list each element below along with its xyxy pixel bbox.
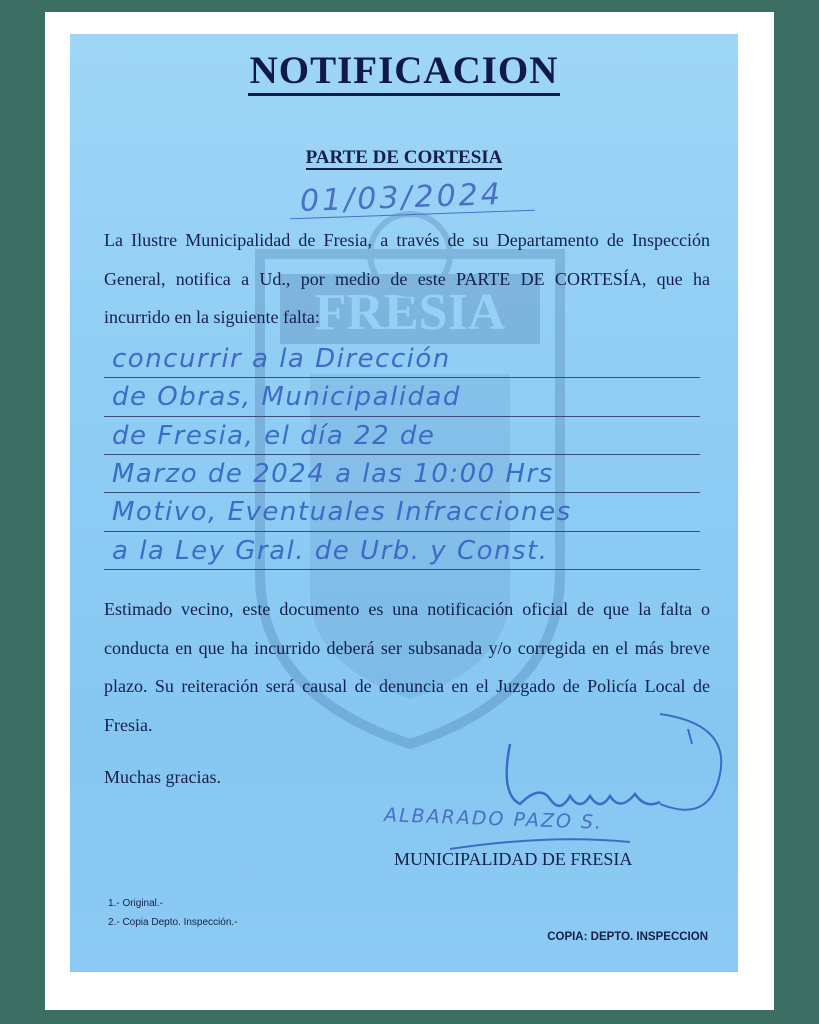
- thanks-text: Muchas gracias.: [104, 767, 221, 787]
- handwritten-line: Marzo de 2024 a las 10:00 Hrs: [112, 459, 554, 489]
- copy-item: 1.- Original.-: [108, 898, 164, 909]
- handwritten-line: Motivo, Eventuales Infracciones: [112, 497, 572, 527]
- signature-icon: [430, 684, 730, 864]
- notice-paragraph: Estimado vecino, este documento es una notificación oficial de que la falta o conducta en que ha incurrido deberá ser subsanada y/o corregida en el más breve plazo. Su reiteración será causal de denuncia en el Juzgado de Policía Local de Fresia.: [104, 599, 710, 735]
- handwritten-line: concurrir a la Dirección: [112, 344, 451, 374]
- copy-item: 2.- Copia Depto. Inspección.-: [108, 917, 238, 928]
- handwritten-line: a la Ley Gral. de Urb. y Const.: [112, 536, 549, 566]
- municipality-label: MUNICIPALIDAD DE FRESIA: [394, 849, 633, 869]
- subtitle: PARTE DE CORTESIA: [305, 147, 503, 168]
- page-title: NOTIFICACION: [70, 48, 738, 93]
- ruled-line: [104, 454, 700, 455]
- signature-name: ALBARADO PAZO S.: [383, 804, 604, 834]
- ruled-line: [104, 416, 700, 417]
- intro-paragraph: La Ilustre Municipalidad de Fresia, a través de su Departamento de Inspección General, notifica a Ud., por medio de este PARTE DE CORTESÍA, que ha incurrido en la siguiente falta:: [104, 230, 710, 327]
- handwritten-line: de Fresia, el día 22 de: [112, 421, 436, 451]
- ruled-line: [104, 492, 700, 493]
- copy-depto-label: COPIA: DEPTO. INSPECCION: [547, 931, 708, 943]
- handwritten-line: de Obras, Municipalidad: [112, 382, 461, 412]
- ruled-line: [104, 377, 700, 378]
- handwritten-date: 01/03/2024: [299, 176, 504, 220]
- ruled-line: [104, 569, 700, 570]
- notification-sheet: [70, 34, 738, 972]
- copies-list: [108, 894, 238, 932]
- crest-text: FRESIA: [314, 284, 506, 341]
- ruled-line: [104, 531, 700, 532]
